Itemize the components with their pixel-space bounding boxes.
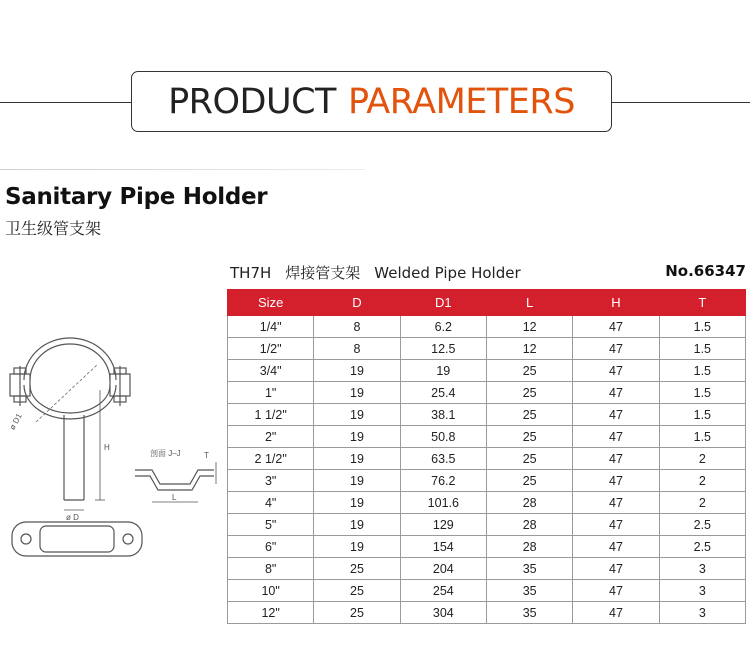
cell-d: 19	[314, 492, 400, 514]
cell-d: 19	[314, 514, 400, 536]
table-row	[228, 404, 746, 426]
cell-t: 2	[659, 492, 745, 514]
cell-size: 1/2"	[228, 338, 314, 360]
table-row	[228, 536, 746, 558]
cell-d: 19	[314, 470, 400, 492]
cell-l: 12	[486, 338, 572, 360]
cell-l: 25	[486, 382, 572, 404]
product-title: Sanitary Pipe Holder	[5, 184, 268, 210]
cell-d1: 38.1	[400, 404, 486, 426]
table-row	[228, 470, 746, 492]
table-row	[228, 448, 746, 470]
cell-size: 8"	[228, 558, 314, 580]
cell-l: 35	[486, 558, 572, 580]
cell-d1: 12.5	[400, 338, 486, 360]
cell-h: 47	[573, 602, 659, 624]
cell-t: 3	[659, 580, 745, 602]
table-row	[228, 558, 746, 580]
cell-size: 10"	[228, 580, 314, 602]
cell-h: 47	[573, 316, 659, 338]
cell-t: 1.5	[659, 382, 745, 404]
cell-size: 1/4"	[228, 316, 314, 338]
banner-word-parameters: PARAMETERS	[347, 81, 575, 122]
cell-l: 28	[486, 536, 572, 558]
cell-d1: 50.8	[400, 426, 486, 448]
table-row	[228, 514, 746, 536]
holder-front-view	[7, 338, 130, 510]
cell-h: 47	[573, 470, 659, 492]
table-body	[228, 316, 746, 624]
label-section: 剖面 J–J	[150, 449, 181, 458]
label-l: L	[172, 493, 177, 502]
cell-size: 3/4"	[228, 360, 314, 382]
cell-h: 47	[573, 404, 659, 426]
cell-h: 47	[573, 360, 659, 382]
cell-d: 19	[314, 382, 400, 404]
model-name-chinese: 焊接管支架	[285, 264, 361, 282]
cell-d1: 19	[400, 360, 486, 382]
table-row	[228, 316, 746, 338]
header-d1: D1	[400, 290, 486, 316]
banner-word-product: PRODUCT	[168, 81, 336, 122]
cell-size: 4"	[228, 492, 314, 514]
cell-d: 19	[314, 360, 400, 382]
cell-d: 19	[314, 536, 400, 558]
cell-t: 2.5	[659, 536, 745, 558]
cell-t: 1.5	[659, 338, 745, 360]
cell-d: 25	[314, 602, 400, 624]
cell-d1: 154	[400, 536, 486, 558]
header-t: T	[659, 290, 745, 316]
table-header-row	[228, 290, 746, 316]
cell-t: 1.5	[659, 426, 745, 448]
cell-d1: 129	[400, 514, 486, 536]
table-row	[228, 580, 746, 602]
cell-l: 35	[486, 602, 572, 624]
cell-l: 28	[486, 514, 572, 536]
cell-d: 25	[314, 580, 400, 602]
cell-d: 8	[314, 316, 400, 338]
label-d: ø D	[66, 513, 79, 522]
cell-d1: 101.6	[400, 492, 486, 514]
cell-size: 3"	[228, 470, 314, 492]
cell-t: 1.5	[659, 360, 745, 382]
cell-l: 28	[486, 492, 572, 514]
label-h: H	[104, 443, 110, 452]
cell-h: 47	[573, 580, 659, 602]
cell-l: 35	[486, 580, 572, 602]
cell-t: 1.5	[659, 404, 745, 426]
cell-l: 25	[486, 470, 572, 492]
model-number: No.66347	[665, 262, 746, 280]
cell-h: 47	[573, 536, 659, 558]
model-code: TH7H	[230, 264, 272, 282]
table-row	[228, 382, 746, 404]
cell-l: 25	[486, 360, 572, 382]
label-t: T	[204, 451, 209, 460]
cell-d1: 204	[400, 558, 486, 580]
header-h: H	[573, 290, 659, 316]
cell-d1: 25.4	[400, 382, 486, 404]
cell-d1: 63.5	[400, 448, 486, 470]
holder-top-view	[12, 522, 142, 556]
cell-t: 1.5	[659, 316, 745, 338]
model-caption	[230, 262, 535, 283]
product-title-chinese: 卫生级管支架	[5, 219, 102, 238]
cell-d: 19	[314, 404, 400, 426]
section-banner	[131, 71, 612, 132]
cell-t: 2	[659, 470, 745, 492]
label-d1: ø D1	[7, 411, 24, 432]
cell-l: 25	[486, 448, 572, 470]
table-row	[228, 360, 746, 382]
cell-l: 25	[486, 404, 572, 426]
banner-rule-right	[612, 102, 750, 103]
header-d: D	[314, 290, 400, 316]
cell-d1: 304	[400, 602, 486, 624]
table-row	[228, 338, 746, 360]
cell-size: 12"	[228, 602, 314, 624]
cell-d: 25	[314, 558, 400, 580]
technical-drawing	[0, 330, 225, 570]
cell-size: 6"	[228, 536, 314, 558]
cell-h: 47	[573, 558, 659, 580]
cell-size: 1"	[228, 382, 314, 404]
banner-rule-left	[0, 102, 132, 103]
cell-t: 2	[659, 448, 745, 470]
cell-d: 19	[314, 426, 400, 448]
header-l: L	[486, 290, 572, 316]
cell-size: 5"	[228, 514, 314, 536]
model-name-english: Welded Pipe Holder	[374, 264, 521, 282]
section-divider	[0, 169, 365, 170]
cell-d: 19	[314, 448, 400, 470]
cell-d: 8	[314, 338, 400, 360]
cell-h: 47	[573, 382, 659, 404]
cell-l: 25	[486, 426, 572, 448]
cell-t: 3	[659, 602, 745, 624]
cell-d1: 254	[400, 580, 486, 602]
header-size: Size	[228, 290, 314, 316]
cell-h: 47	[573, 448, 659, 470]
cell-d1: 6.2	[400, 316, 486, 338]
cell-t: 3	[659, 558, 745, 580]
cell-h: 47	[573, 492, 659, 514]
table-row	[228, 492, 746, 514]
cell-h: 47	[573, 514, 659, 536]
table-row	[228, 426, 746, 448]
cell-h: 47	[573, 426, 659, 448]
cell-size: 1 1/2"	[228, 404, 314, 426]
cell-d1: 76.2	[400, 470, 486, 492]
cell-size: 2 1/2"	[228, 448, 314, 470]
cell-h: 47	[573, 338, 659, 360]
table-row	[228, 602, 746, 624]
cell-t: 2.5	[659, 514, 745, 536]
cell-size: 2"	[228, 426, 314, 448]
cell-l: 12	[486, 316, 572, 338]
parameters-table	[227, 289, 746, 624]
